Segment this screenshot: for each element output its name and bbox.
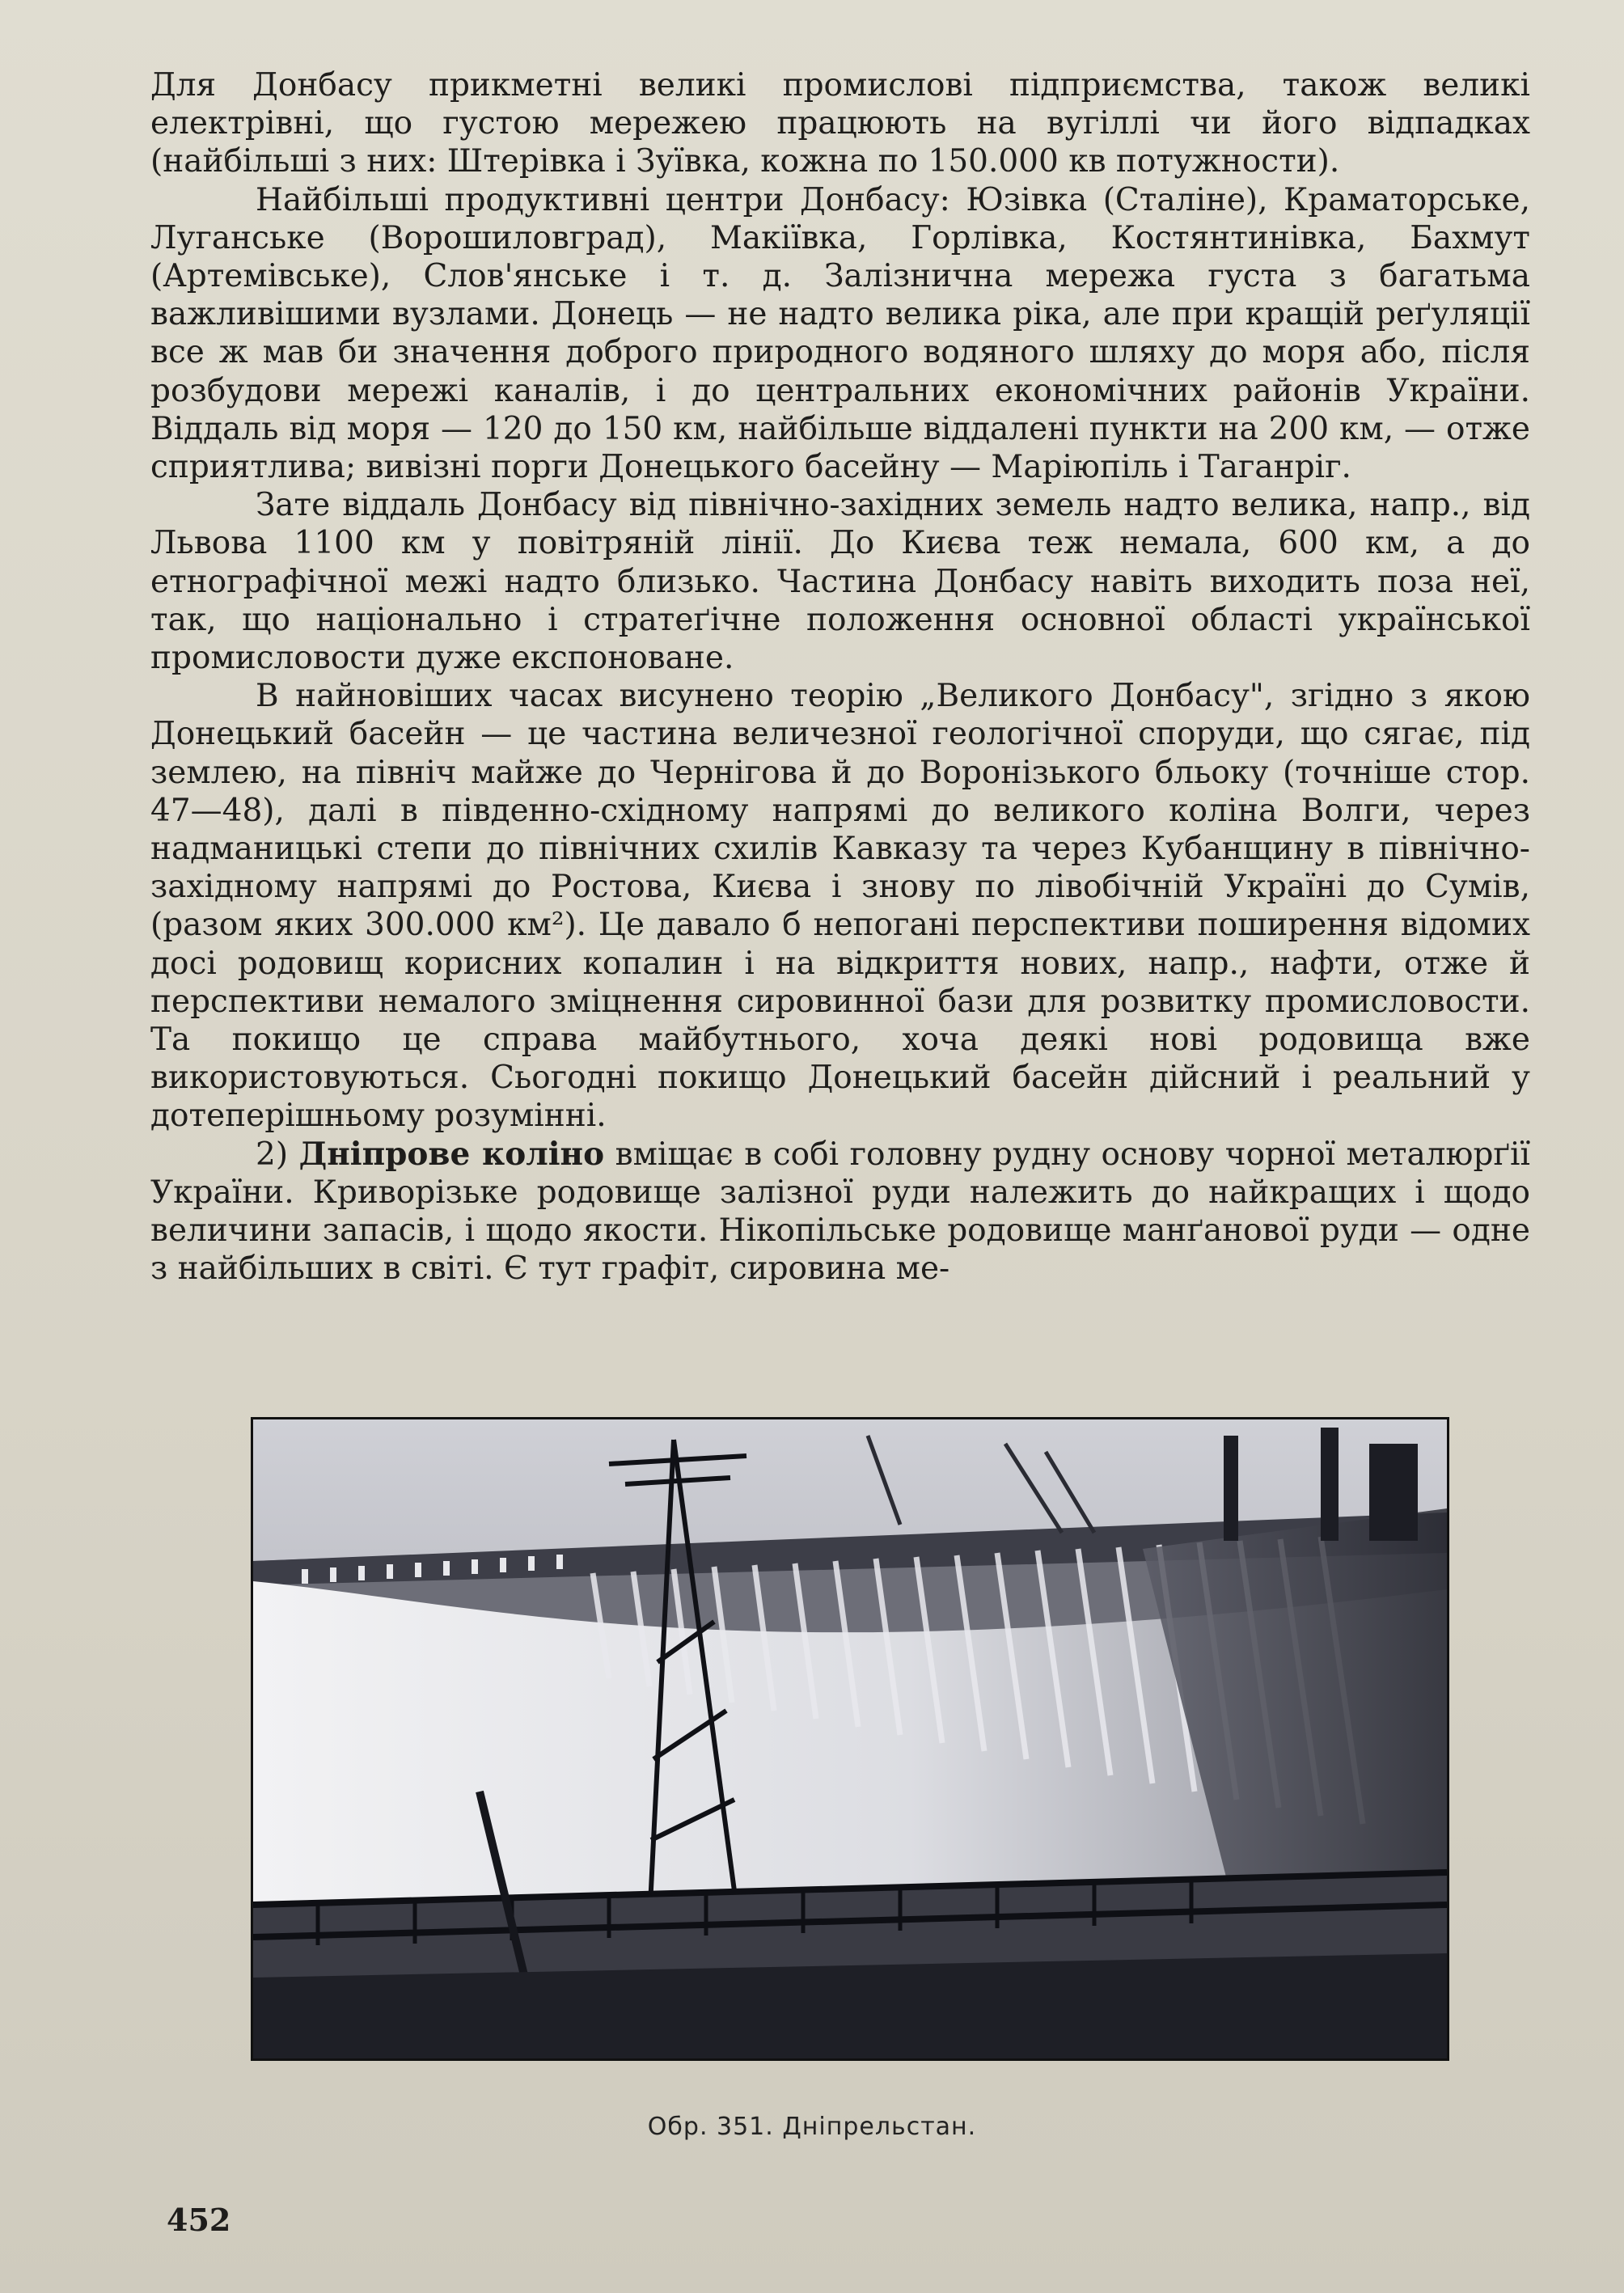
- paragraph-3: Зате віддаль Донбасу від північно-західних земель надто велика, напр., від Львова 1100 км у повітряній лінії. До Києва теж немала, 600 км, а до етнографічної межі надто близько. Частина Донбасу навіть виходить поза неї, так, що національно і стратеґічне положення основної області української промисловости дуже експоноване.: [150, 487, 1530, 677]
- paragraph-4: В найновіших часах висунено теорію „Великого Донбасу", згідно з якою Донецький басейн — це частина величезної геологічної споруди, що сягає, під землею, на північ майже до Чернігова й до Воронізького бльоку (точніше стор. 47—48), далі в південно-східному напрямі до великого коліна Волги, через надманицькі степи до північних схилів Кавказу та через Кубанщину в північно-західному напрямі до Ростова, Києва і знову по лівобічній Україні до Сумів, (разом яких 300.000 км²). Це давало б непогані перспективи поширення відомих досі родовищ корисних копалин і на відкриття нових, напр., нафти, отже й перспективи немалого зміцнення сировинної бази для розвитку промисловости. Та покищо це справа майбутнього, хоча деякі нові родовища вже використовуються. Сьогодні покищо Донецький басейн дійсний і реальний у дотеперішньому розумінні.: [150, 678, 1530, 1135]
- page-number: 452: [167, 2202, 231, 2238]
- body-text: [150, 66, 1530, 1288]
- paragraph-2: Найбільші продуктивні центри Донбасу: Юзівка (Сталіне), Краматорське, Луганське (Ворошиловград), Макіївка, Горлівка, Костянтинівка, Бахмут (Артемівське), Слов'янське і т. д. Залізнична мережа густа з багатьма важливішими вузлами. Донець — не надто велика ріка, але при кращій реґуляції все ж мав би значення доброго природного водяного шляху до моря або, після розбудови мережі каналів, і до центральних економічних районів України. Віддаль від моря — 120 до 150 км, найбільше віддалені пункти на 200 км, — отже сприятлива; вивізні порги Донецького басейну — Маріюпіль і Таганріг.: [150, 181, 1530, 486]
- paragraph-5: [150, 1136, 1530, 1288]
- paragraph-1: Для Донбасу прикметні великі промислові підприємства, також великі електрівні, що густою мережею працюють на вугіллі чи його відпадках (найбільші з них: Штерівка і Зуївка, кожна по 150.000 кв потужности).: [150, 67, 1530, 180]
- dam-photo-illustration: [253, 1419, 1447, 2058]
- section-number: 2): [256, 1136, 299, 1173]
- figure-caption: Обр. 351. Дніпрельстан.: [647, 2113, 977, 2141]
- dam-photograph: [251, 1417, 1449, 2061]
- section-heading: Дніпрове коліно: [298, 1135, 605, 1173]
- section-text: вміщає в собі головну рудну основу чорної металюрґії України. Криворізьке родовище залізної руди належить до найкращих і щодо величини запасів, і щодо якости. Нікопільське родовище манґанової руди — одне з найбільших в світі. Є тут графіт, сировина ме-: [150, 1136, 1530, 1288]
